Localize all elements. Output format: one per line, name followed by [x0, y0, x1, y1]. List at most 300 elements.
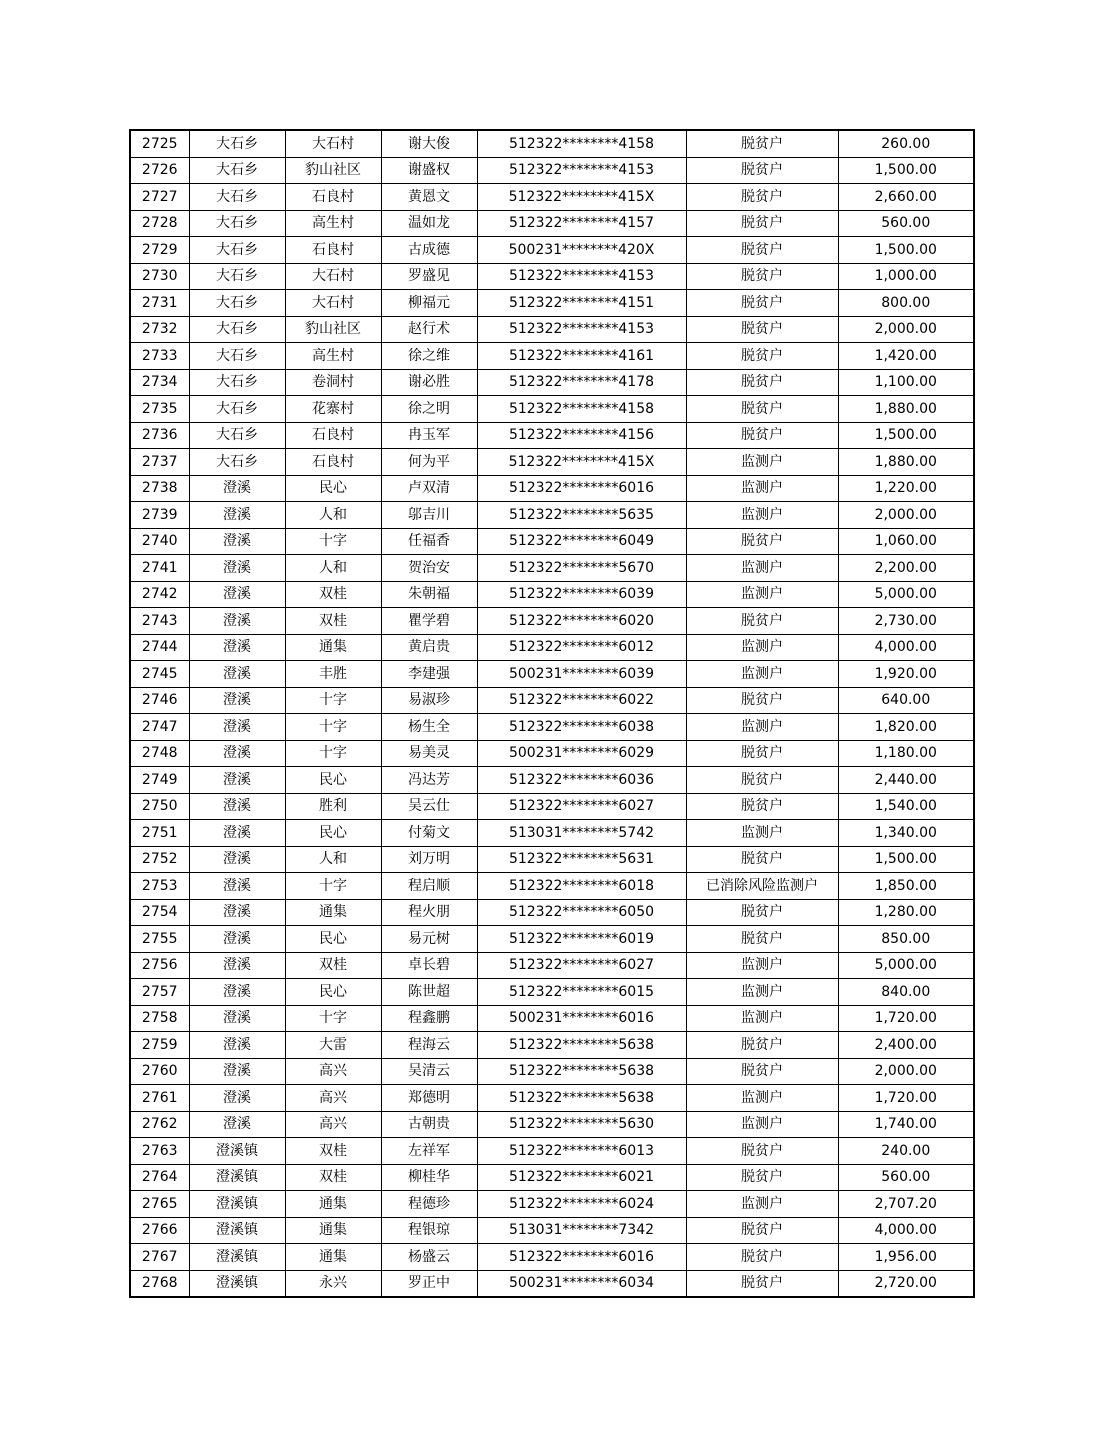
row-number-cell: 2737	[130, 449, 189, 476]
name-cell: 郑德明	[381, 1085, 477, 1112]
household-type-cell: 脱贫户	[686, 1058, 838, 1085]
name-cell: 何为平	[381, 449, 477, 476]
town-cell: 澄溪	[189, 873, 285, 900]
row-number-cell: 2732	[130, 316, 189, 343]
name-cell: 古朝贵	[381, 1111, 477, 1138]
town-cell: 澄溪镇	[189, 1270, 285, 1297]
household-type-cell: 脱贫户	[686, 263, 838, 290]
name-cell: 温如龙	[381, 210, 477, 237]
town-cell: 澄溪	[189, 502, 285, 529]
id-number-cell: 512322********5635	[477, 502, 686, 529]
village-cell: 双桂	[285, 608, 381, 635]
village-cell: 通集	[285, 634, 381, 661]
name-cell: 易淑珍	[381, 687, 477, 714]
name-cell: 罗盛见	[381, 263, 477, 290]
row-number-cell: 2764	[130, 1164, 189, 1191]
id-number-cell: 512322********4158	[477, 396, 686, 423]
table-row	[130, 767, 974, 794]
name-cell: 左祥军	[381, 1138, 477, 1165]
table-row	[130, 581, 974, 608]
amount-cell: 2,000.00	[838, 316, 974, 343]
name-cell: 古成德	[381, 237, 477, 264]
row-number-cell: 2768	[130, 1270, 189, 1297]
table-row	[130, 1191, 974, 1218]
household-type-cell: 脱贫户	[686, 1270, 838, 1297]
table-row	[130, 899, 974, 926]
village-cell: 高兴	[285, 1058, 381, 1085]
id-number-cell: 512322********6016	[477, 1244, 686, 1271]
amount-cell: 850.00	[838, 926, 974, 953]
household-type-cell: 脱贫户	[686, 1164, 838, 1191]
id-number-cell: 512322********4153	[477, 263, 686, 290]
row-number-cell: 2734	[130, 369, 189, 396]
row-number-cell: 2738	[130, 475, 189, 502]
household-type-cell: 脱贫户	[686, 157, 838, 184]
name-cell: 罗正中	[381, 1270, 477, 1297]
village-cell: 双桂	[285, 1138, 381, 1165]
table-row	[130, 157, 974, 184]
id-number-cell: 500231********6039	[477, 661, 686, 688]
id-number-cell: 512322********4161	[477, 343, 686, 370]
amount-cell: 2,200.00	[838, 555, 974, 582]
village-cell: 十字	[285, 528, 381, 555]
town-cell: 大石乡	[189, 130, 285, 157]
town-cell: 澄溪	[189, 740, 285, 767]
amount-cell: 1,500.00	[838, 846, 974, 873]
table-row	[130, 793, 974, 820]
table-row	[130, 1085, 974, 1112]
town-cell: 澄溪	[189, 1032, 285, 1059]
name-cell: 吴清云	[381, 1058, 477, 1085]
id-number-cell: 512322********6016	[477, 475, 686, 502]
name-cell: 徐之维	[381, 343, 477, 370]
table-row	[130, 687, 974, 714]
village-cell: 豹山社区	[285, 157, 381, 184]
town-cell: 大石乡	[189, 210, 285, 237]
row-number-cell: 2761	[130, 1085, 189, 1112]
name-cell: 吴云仕	[381, 793, 477, 820]
town-cell: 大石乡	[189, 369, 285, 396]
village-cell: 双桂	[285, 952, 381, 979]
amount-cell: 640.00	[838, 687, 974, 714]
household-type-cell: 监测户	[686, 714, 838, 741]
row-number-cell: 2755	[130, 926, 189, 953]
id-number-cell: 512322********4178	[477, 369, 686, 396]
village-cell: 通集	[285, 1191, 381, 1218]
row-number-cell: 2733	[130, 343, 189, 370]
table-row	[130, 396, 974, 423]
id-number-cell: 512322********6018	[477, 873, 686, 900]
id-number-cell: 512322********6015	[477, 979, 686, 1006]
household-type-cell: 脱贫户	[686, 290, 838, 317]
id-number-cell: 512322********6019	[477, 926, 686, 953]
row-number-cell: 2740	[130, 528, 189, 555]
row-number-cell: 2760	[130, 1058, 189, 1085]
table-row	[130, 1217, 974, 1244]
town-cell: 澄溪镇	[189, 1244, 285, 1271]
row-number-cell: 2753	[130, 873, 189, 900]
household-type-cell: 脱贫户	[686, 793, 838, 820]
name-cell: 朱朝福	[381, 581, 477, 608]
town-cell: 澄溪	[189, 820, 285, 847]
name-cell: 任福香	[381, 528, 477, 555]
name-cell: 程鑫鹏	[381, 1005, 477, 1032]
row-number-cell: 2758	[130, 1005, 189, 1032]
id-number-cell: 512322********6020	[477, 608, 686, 635]
amount-cell: 240.00	[838, 1138, 974, 1165]
household-type-cell: 监测户	[686, 820, 838, 847]
name-cell: 陈世超	[381, 979, 477, 1006]
village-cell: 豹山社区	[285, 316, 381, 343]
row-number-cell: 2750	[130, 793, 189, 820]
household-type-cell: 已消除风险监测户	[686, 873, 838, 900]
id-number-cell: 512322********6013	[477, 1138, 686, 1165]
amount-cell: 1,880.00	[838, 449, 974, 476]
id-number-cell: 512322********4156	[477, 422, 686, 449]
name-cell: 卓长碧	[381, 952, 477, 979]
name-cell: 黄启贵	[381, 634, 477, 661]
id-number-cell: 512322********415X	[477, 184, 686, 211]
name-cell: 付菊文	[381, 820, 477, 847]
town-cell: 澄溪镇	[189, 1138, 285, 1165]
amount-cell: 560.00	[838, 1164, 974, 1191]
household-type-cell: 脱贫户	[686, 608, 838, 635]
town-cell: 澄溪	[189, 1005, 285, 1032]
table-row	[130, 1058, 974, 1085]
table-row	[130, 1005, 974, 1032]
amount-cell: 2,707.20	[838, 1191, 974, 1218]
id-number-cell: 512322********6021	[477, 1164, 686, 1191]
name-cell: 黄恩文	[381, 184, 477, 211]
id-number-cell: 512322********4151	[477, 290, 686, 317]
household-type-cell: 脱贫户	[686, 1244, 838, 1271]
town-cell: 澄溪	[189, 793, 285, 820]
village-cell: 十字	[285, 873, 381, 900]
household-type-cell: 脱贫户	[686, 343, 838, 370]
name-cell: 谢必胜	[381, 369, 477, 396]
village-cell: 十字	[285, 1005, 381, 1032]
name-cell: 谢盛权	[381, 157, 477, 184]
row-number-cell: 2739	[130, 502, 189, 529]
village-cell: 石良村	[285, 237, 381, 264]
amount-cell: 4,000.00	[838, 634, 974, 661]
row-number-cell: 2756	[130, 952, 189, 979]
amount-cell: 1,220.00	[838, 475, 974, 502]
household-type-cell: 脱贫户	[686, 899, 838, 926]
table-row	[130, 979, 974, 1006]
household-type-cell: 脱贫户	[686, 846, 838, 873]
id-number-cell: 512322********4153	[477, 157, 686, 184]
amount-cell: 2,400.00	[838, 1032, 974, 1059]
row-number-cell: 2767	[130, 1244, 189, 1271]
household-type-cell: 脱贫户	[686, 237, 838, 264]
town-cell: 大石乡	[189, 263, 285, 290]
row-number-cell: 2742	[130, 581, 189, 608]
row-number-cell: 2751	[130, 820, 189, 847]
town-cell: 澄溪镇	[189, 1217, 285, 1244]
id-number-cell: 500231********6029	[477, 740, 686, 767]
row-number-cell: 2765	[130, 1191, 189, 1218]
table-row	[130, 1244, 974, 1271]
table-row	[130, 475, 974, 502]
town-cell: 澄溪	[189, 899, 285, 926]
row-number-cell: 2727	[130, 184, 189, 211]
village-cell: 丰胜	[285, 661, 381, 688]
town-cell: 澄溪	[189, 1085, 285, 1112]
id-number-cell: 512322********6039	[477, 581, 686, 608]
id-number-cell: 500231********420X	[477, 237, 686, 264]
amount-cell: 1,100.00	[838, 369, 974, 396]
name-cell: 谢大俊	[381, 130, 477, 157]
table-row	[130, 634, 974, 661]
table-row	[130, 926, 974, 953]
village-cell: 石良村	[285, 184, 381, 211]
household-type-cell: 监测户	[686, 952, 838, 979]
amount-cell: 2,660.00	[838, 184, 974, 211]
town-cell: 澄溪	[189, 714, 285, 741]
village-cell: 人和	[285, 846, 381, 873]
name-cell: 刘万明	[381, 846, 477, 873]
village-cell: 高兴	[285, 1085, 381, 1112]
id-number-cell: 512322********4157	[477, 210, 686, 237]
id-number-cell: 512322********6012	[477, 634, 686, 661]
table-row	[130, 263, 974, 290]
table-row	[130, 1032, 974, 1059]
village-cell: 高生村	[285, 343, 381, 370]
row-number-cell: 2748	[130, 740, 189, 767]
amount-cell: 1,540.00	[838, 793, 974, 820]
table-row	[130, 237, 974, 264]
town-cell: 澄溪	[189, 979, 285, 1006]
table-row	[130, 555, 974, 582]
table-row	[130, 210, 974, 237]
table-row	[130, 528, 974, 555]
table-row	[130, 316, 974, 343]
id-number-cell: 512322********5631	[477, 846, 686, 873]
name-cell: 冯达芳	[381, 767, 477, 794]
amount-cell: 1,500.00	[838, 422, 974, 449]
village-cell: 大雷	[285, 1032, 381, 1059]
town-cell: 大石乡	[189, 396, 285, 423]
row-number-cell: 2729	[130, 237, 189, 264]
table-row	[130, 873, 974, 900]
town-cell: 澄溪	[189, 1058, 285, 1085]
table-row	[130, 952, 974, 979]
name-cell: 杨盛云	[381, 1244, 477, 1271]
town-cell: 大石乡	[189, 422, 285, 449]
amount-cell: 1,180.00	[838, 740, 974, 767]
id-number-cell: 513031********7342	[477, 1217, 686, 1244]
amount-cell: 2,000.00	[838, 502, 974, 529]
table-row	[130, 1138, 974, 1165]
village-cell: 十字	[285, 687, 381, 714]
id-number-cell: 512322********5638	[477, 1058, 686, 1085]
id-number-cell: 500231********6034	[477, 1270, 686, 1297]
amount-cell: 2,000.00	[838, 1058, 974, 1085]
id-number-cell: 512322********5638	[477, 1085, 686, 1112]
id-number-cell: 512322********6050	[477, 899, 686, 926]
row-number-cell: 2759	[130, 1032, 189, 1059]
household-type-cell: 监测户	[686, 661, 838, 688]
amount-cell: 1,280.00	[838, 899, 974, 926]
table-row	[130, 502, 974, 529]
name-cell: 程启顺	[381, 873, 477, 900]
row-number-cell: 2752	[130, 846, 189, 873]
name-cell: 贺治安	[381, 555, 477, 582]
row-number-cell: 2749	[130, 767, 189, 794]
row-number-cell: 2726	[130, 157, 189, 184]
household-type-cell: 监测户	[686, 502, 838, 529]
name-cell: 程德珍	[381, 1191, 477, 1218]
household-type-cell: 监测户	[686, 449, 838, 476]
town-cell: 澄溪镇	[189, 1164, 285, 1191]
household-type-cell: 脱贫户	[686, 316, 838, 343]
town-cell: 澄溪	[189, 687, 285, 714]
table-row	[130, 449, 974, 476]
name-cell: 瞿学碧	[381, 608, 477, 635]
id-number-cell: 512322********5638	[477, 1032, 686, 1059]
household-type-cell: 脱贫户	[686, 1138, 838, 1165]
amount-cell: 1,000.00	[838, 263, 974, 290]
name-cell: 冉玉军	[381, 422, 477, 449]
town-cell: 澄溪	[189, 767, 285, 794]
village-cell: 民心	[285, 926, 381, 953]
table-row	[130, 661, 974, 688]
village-cell: 通集	[285, 1217, 381, 1244]
amount-cell: 1,060.00	[838, 528, 974, 555]
village-cell: 十字	[285, 714, 381, 741]
town-cell: 澄溪	[189, 475, 285, 502]
amount-cell: 1,720.00	[838, 1005, 974, 1032]
village-cell: 胜利	[285, 793, 381, 820]
name-cell: 赵行术	[381, 316, 477, 343]
table-row	[130, 846, 974, 873]
table-row	[130, 1111, 974, 1138]
amount-cell: 5,000.00	[838, 581, 974, 608]
village-cell: 大石村	[285, 130, 381, 157]
table-row	[130, 1164, 974, 1191]
row-number-cell: 2741	[130, 555, 189, 582]
amount-cell: 2,720.00	[838, 1270, 974, 1297]
amount-cell: 1,880.00	[838, 396, 974, 423]
data-table	[129, 129, 975, 1298]
town-cell: 澄溪	[189, 634, 285, 661]
village-cell: 双桂	[285, 1164, 381, 1191]
amount-cell: 2,730.00	[838, 608, 974, 635]
village-cell: 高生村	[285, 210, 381, 237]
table-row	[130, 608, 974, 635]
amount-cell: 800.00	[838, 290, 974, 317]
id-number-cell: 512322********4153	[477, 316, 686, 343]
household-type-cell: 脱贫户	[686, 767, 838, 794]
household-type-cell: 脱贫户	[686, 926, 838, 953]
table-row	[130, 290, 974, 317]
id-number-cell: 512322********5630	[477, 1111, 686, 1138]
town-cell: 澄溪	[189, 661, 285, 688]
row-number-cell: 2743	[130, 608, 189, 635]
town-cell: 大石乡	[189, 157, 285, 184]
household-type-cell: 脱贫户	[686, 184, 838, 211]
village-cell: 高兴	[285, 1111, 381, 1138]
town-cell: 澄溪	[189, 1111, 285, 1138]
row-number-cell: 2746	[130, 687, 189, 714]
household-type-cell: 脱贫户	[686, 687, 838, 714]
id-number-cell: 513031********5742	[477, 820, 686, 847]
id-number-cell: 512322********6036	[477, 767, 686, 794]
amount-cell: 1,850.00	[838, 873, 974, 900]
row-number-cell: 2747	[130, 714, 189, 741]
name-cell: 邬吉川	[381, 502, 477, 529]
name-cell: 卢双清	[381, 475, 477, 502]
household-type-cell: 脱贫户	[686, 422, 838, 449]
village-cell: 人和	[285, 502, 381, 529]
row-number-cell: 2766	[130, 1217, 189, 1244]
village-cell: 民心	[285, 475, 381, 502]
row-number-cell: 2745	[130, 661, 189, 688]
row-number-cell: 2762	[130, 1111, 189, 1138]
id-number-cell: 512322********6024	[477, 1191, 686, 1218]
id-number-cell: 512322********415X	[477, 449, 686, 476]
town-cell: 澄溪	[189, 581, 285, 608]
name-cell: 程海云	[381, 1032, 477, 1059]
amount-cell: 2,440.00	[838, 767, 974, 794]
row-number-cell: 2736	[130, 422, 189, 449]
id-number-cell: 512322********6038	[477, 714, 686, 741]
table-row	[130, 1270, 974, 1297]
town-cell: 澄溪	[189, 846, 285, 873]
name-cell: 杨生全	[381, 714, 477, 741]
town-cell: 澄溪	[189, 555, 285, 582]
village-cell: 民心	[285, 820, 381, 847]
town-cell: 大石乡	[189, 184, 285, 211]
town-cell: 大石乡	[189, 290, 285, 317]
household-type-cell: 脱贫户	[686, 369, 838, 396]
household-type-cell: 脱贫户	[686, 396, 838, 423]
household-type-cell: 脱贫户	[686, 528, 838, 555]
village-cell: 石良村	[285, 449, 381, 476]
town-cell: 澄溪镇	[189, 1191, 285, 1218]
amount-cell: 840.00	[838, 979, 974, 1006]
household-type-cell: 脱贫户	[686, 210, 838, 237]
household-type-cell: 监测户	[686, 581, 838, 608]
row-number-cell: 2763	[130, 1138, 189, 1165]
amount-cell: 1,340.00	[838, 820, 974, 847]
village-cell: 花寨村	[285, 396, 381, 423]
household-type-cell: 监测户	[686, 555, 838, 582]
village-cell: 双桂	[285, 581, 381, 608]
household-type-cell: 监测户	[686, 1191, 838, 1218]
id-number-cell: 512322********5670	[477, 555, 686, 582]
row-number-cell: 2728	[130, 210, 189, 237]
row-number-cell: 2735	[130, 396, 189, 423]
table-row	[130, 740, 974, 767]
id-number-cell: 500231********6016	[477, 1005, 686, 1032]
amount-cell: 1,420.00	[838, 343, 974, 370]
name-cell: 易美灵	[381, 740, 477, 767]
household-type-cell: 脱贫户	[686, 1217, 838, 1244]
household-type-cell: 脱贫户	[686, 740, 838, 767]
table-row	[130, 184, 974, 211]
household-type-cell: 脱贫户	[686, 1032, 838, 1059]
name-cell: 柳桂华	[381, 1164, 477, 1191]
amount-cell: 260.00	[838, 130, 974, 157]
table-row	[130, 343, 974, 370]
household-type-cell: 监测户	[686, 1085, 838, 1112]
village-cell: 石良村	[285, 422, 381, 449]
table-row	[130, 714, 974, 741]
village-cell: 大石村	[285, 263, 381, 290]
name-cell: 程银琼	[381, 1217, 477, 1244]
